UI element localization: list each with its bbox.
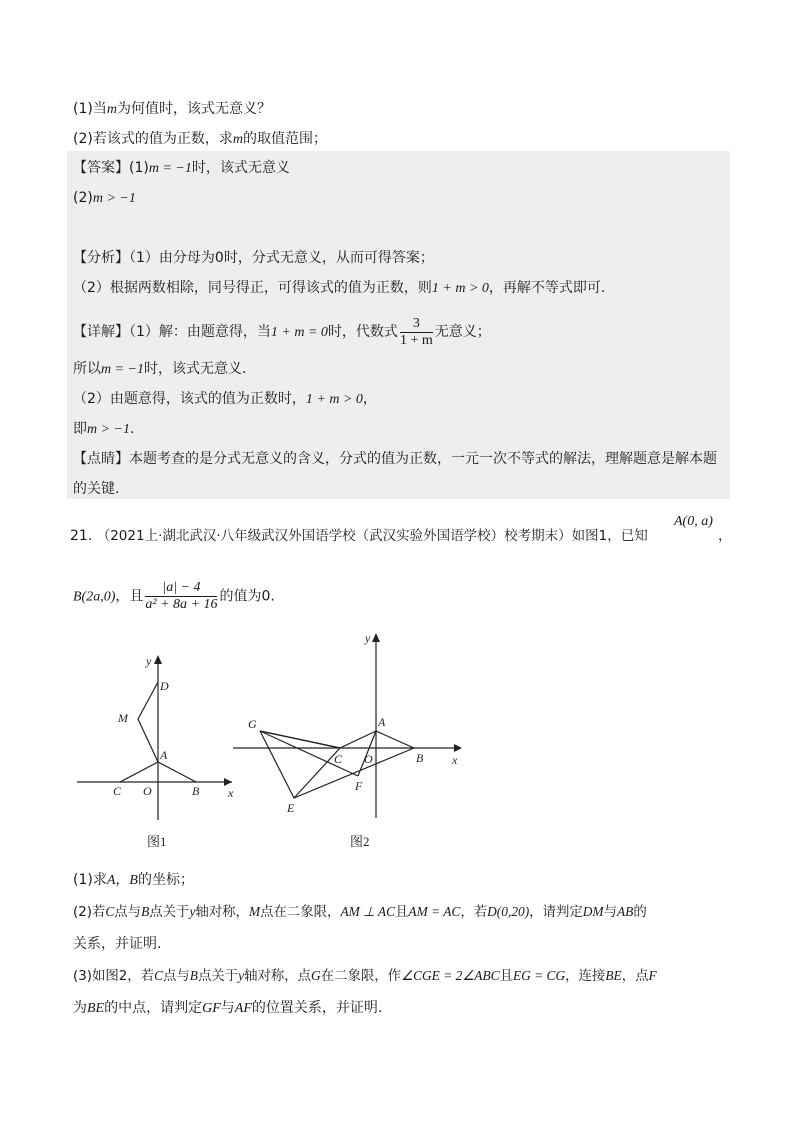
- answer-line-1: 【答案】(1)m = −1时，该式无意义: [73, 160, 290, 176]
- comment-line-2: 的关键.: [73, 481, 120, 497]
- label-a: A: [160, 748, 168, 762]
- sub-question-2-line-1: (2)若C点与B点关于y轴对称，M点在二象限，AM ⊥ AC且AM = AC，若D(0,20)，请判定DM与AB的: [73, 904, 647, 920]
- label-e: E: [287, 801, 295, 815]
- question21-line-2: B(2a,0)，且 $\frac{|a| - 4}{\text{a² + 8a + 16}}$ 的值为0.: [73, 580, 275, 612]
- y-axis-arrow-icon: [154, 655, 162, 664]
- label-b: B: [192, 784, 200, 798]
- analysis-label: 【分析】: [73, 250, 129, 266]
- figure-1-lines: [77, 658, 232, 820]
- point-b: B(2a,0): [73, 589, 116, 605]
- label-y: y: [365, 631, 371, 645]
- label-x: x: [452, 753, 458, 767]
- figure-2-caption: 图2: [350, 834, 370, 849]
- label-c: C: [334, 752, 343, 766]
- point-a: A(0, a): [674, 514, 713, 529]
- detail-label: 【详解】: [73, 324, 129, 340]
- analysis-line-2: （2）根据两数相除，同号得正，可得该式的值为正数，则1 + m > 0，再解不等式即可.: [73, 280, 606, 296]
- label-c: C: [113, 784, 122, 798]
- question-number: 21.: [70, 528, 93, 544]
- answer-line-2: (2)m > −1: [73, 190, 136, 206]
- segment-gf: [260, 731, 358, 776]
- sub-question-3-line-1: (3)如图2，若C点与B点关于y轴对称，点G在二象限，作∠CGE = 2∠ABC且EG = CG，连接BE，点F: [73, 968, 657, 984]
- answer-label: 【答案】: [73, 160, 129, 176]
- question21-line-1: 21. （2021上·湖北武汉·八年级武汉外国语学校（武汉实验外国语学校）校考期末）如图1，已知 A(0, a) ，: [70, 514, 732, 544]
- part1-question: (1)当m为何值时，该式无意义？: [73, 101, 271, 117]
- comment-line-1: 【点睛】本题考查的是分式无意义的含义，分式的值为正数，一元一次不等式的解法，理解题意是解本题: [73, 451, 717, 467]
- label-f: F: [355, 779, 363, 793]
- detail-line-4: 即m > −1.: [73, 421, 135, 437]
- sub-question-1: (1)求A，B的坐标；: [73, 872, 194, 888]
- fraction-abs-a: $\frac{|a| - 4}{\text{a² + 8a + 16}}$: [145, 580, 218, 612]
- figure-1-caption: 图1: [147, 834, 167, 849]
- sub-question-2-line-2: 关系，并证明.: [73, 936, 162, 952]
- part2-question: (2)若该式的值为正数，求m的取值范围；: [73, 131, 327, 147]
- label-a: A: [378, 715, 386, 729]
- segments-dma: [138, 682, 158, 762]
- label-x: x: [228, 786, 234, 800]
- figure-2: [230, 630, 470, 850]
- sub-question-3-line-2: 为BE的中点，请判定GF与AF的位置关系，并证明.: [73, 1000, 383, 1016]
- label-b: B: [416, 751, 424, 765]
- label-m: M: [118, 711, 128, 725]
- segment-gc: [260, 731, 340, 748]
- analysis-line-1: 【分析】（1）由分母为0时，分式无意义，从而可得答案；: [73, 250, 434, 266]
- detail-line-3: （2）由题意得，该式的值为正数时，1 + m > 0，: [73, 391, 377, 407]
- y-axis-arrow-icon: [372, 633, 380, 642]
- fraction-3-over-1-plus-m: $\frac{3}{1 + m}$: [399, 315, 433, 348]
- label-d: D: [160, 679, 169, 693]
- comment-label: 【点睛】: [73, 451, 129, 467]
- label-g: G: [248, 717, 257, 731]
- detail-line-2: 所以m = −1时，该式无意义.: [73, 361, 247, 377]
- label-o: O: [364, 752, 373, 766]
- label-o: O: [143, 784, 152, 798]
- segments-gcab: [260, 731, 414, 748]
- detail-line-1: 【详解】（1）解：由题意得，当1 + m = 0时，代数式 $\frac{3}{1 + m}$ 无意义；: [73, 315, 491, 348]
- figure-2-lines: [233, 636, 460, 818]
- x-axis-arrow-icon: [454, 744, 462, 752]
- label-y: y: [146, 654, 152, 668]
